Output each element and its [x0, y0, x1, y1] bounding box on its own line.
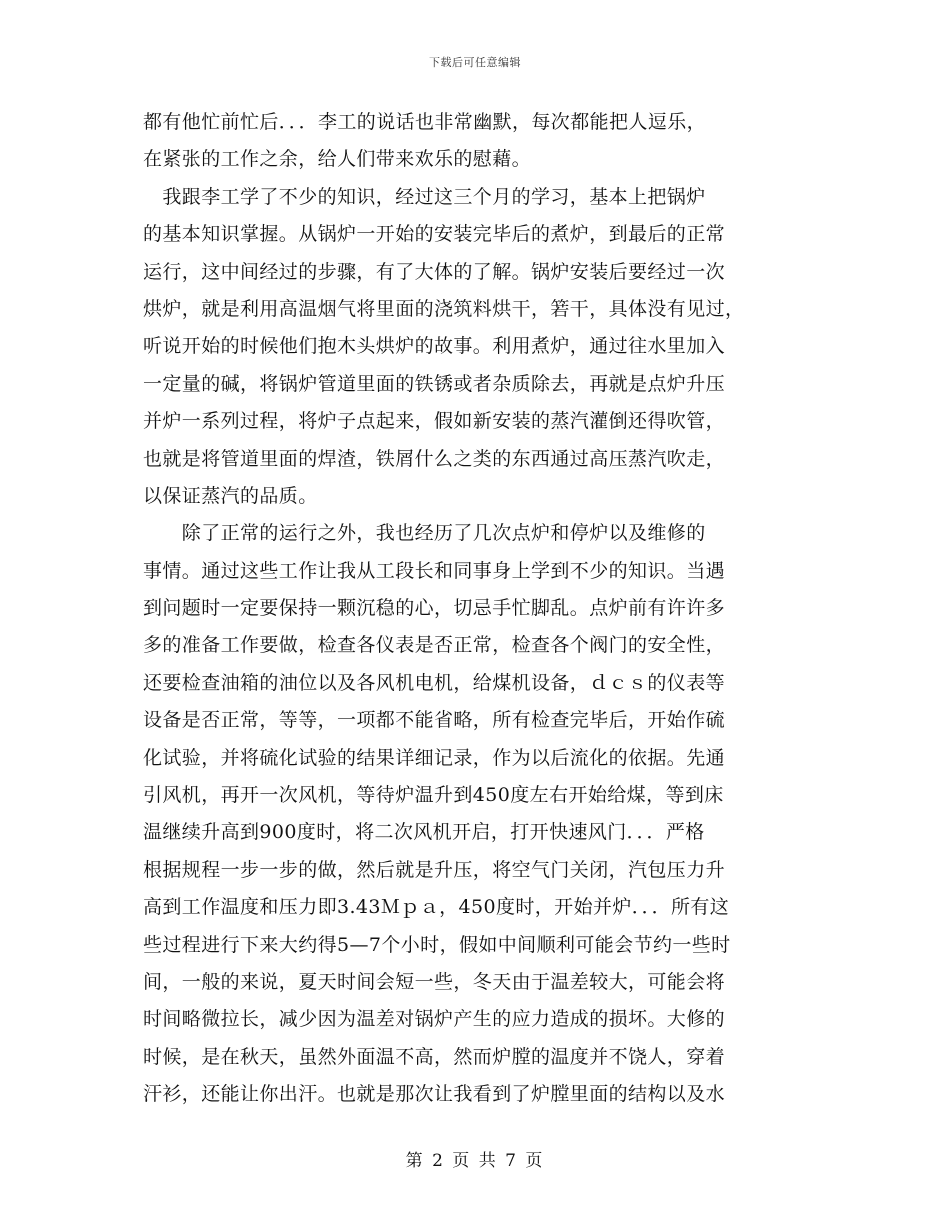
text-line: 在紧张的工作之余，给人们带来欢乐的慰藉。 — [143, 148, 532, 171]
text-line: 多的准备工作要做，检查各仪表是否正常，检查各个阀门的安全性， — [143, 634, 726, 657]
text-line: 也就是将管道里面的焊渣，铁屑什么之类的东西通过高压蒸汽吹走， — [143, 447, 726, 470]
document-body — [143, 104, 807, 1114]
text-line: 温继续升高到900度时，将二次风机开启，打开快速风门．．．严格 — [143, 821, 705, 844]
text-line: 到问题时一定要保持一颗沉稳的心，切忌手忙脚乱。点炉前有许许多 — [143, 597, 726, 620]
text-line: 高到工作温度和压力即3.43Ｍｐａ，450度时，开始并炉．．．所有这 — [143, 896, 730, 919]
text-line: 间，一般的来说，夏天时间会短一些，冬天由于温差较大，可能会将 — [143, 970, 726, 993]
text-line: 我跟李工学了不少的知识，经过这三个月的学习，基本上把锅炉 — [143, 185, 706, 208]
text-line: 都有他忙前忙后．．．李工的说话也非常幽默，每次都能把人逗乐， — [143, 111, 707, 133]
text-line: 化试验，并将硫化试验的结果详细记录，作为以后流化的依据。先通 — [143, 746, 726, 769]
text-line: 根据规程一步一步的做，然后就是升压，将空气门关闭，汽包压力升 — [143, 858, 726, 881]
text-line: 听说开始的时候他们抱木头烘炉的故事。利用煮炉，通过往水里加入 — [143, 335, 726, 358]
text-line: 运行，这中间经过的步骤，有了大体的了解。锅炉安装后要经过一次 — [143, 260, 726, 283]
text-line: 引风机，再开一次风机，等待炉温升到450度左右开始给煤，等到床 — [143, 784, 724, 807]
text-line: 一定量的碱，将锅炉管道里面的铁锈或者杂质除去，再就是点炉升压 — [143, 372, 726, 395]
text-line: 并炉一系列过程，将炉子点起来，假如新安装的蒸汽灌倒还得吹管， — [143, 410, 726, 433]
text-line: 时间略微拉长，减少因为温差对锅炉产生的应力造成的损坏。大修的 — [143, 1008, 726, 1031]
text-line: 烘炉，就是利用高温烟气将里面的浇筑料烘干，箬干，具体没有见过， — [143, 297, 745, 320]
text-line: 的基本知识掌握。从锅炉一开始的安装完毕后的煮炉，到最后的正常 — [143, 223, 726, 246]
text-line: 以保证蒸汽的品质。 — [143, 484, 318, 507]
text-line: 还要检查油箱的油位以及各风机电机，给煤机设备，ｄｃｓ的仪表等 — [143, 671, 726, 694]
text-line: 设备是否正常，等等，一项都不能省略，所有检查完毕后，开始作硫 — [143, 709, 726, 732]
text-line: 些过程进行下来大约得5—7个小时，假如中间顺利可能会节约一些时 — [143, 933, 731, 956]
text-line: 时候，是在秋天，虽然外面温不高，然而炉膛的温度并不饶人，穿着 — [143, 1045, 726, 1068]
text-line: 事情。通过这些工作让我从工段长和同事身上学到不少的知识。当遇 — [143, 559, 726, 582]
page-number-footer: 第 2 页 共 7 页 — [405, 1151, 545, 1171]
page-header-note: 下载后可任意编辑 — [429, 56, 521, 69]
text-line: 除了正常的运行之外，我也经历了几次点炉和停炉以及维修的 — [143, 522, 706, 545]
text-line: 汗衫，还能让你出汗。也就是那次让我看到了炉膛里面的结构以及水 — [143, 1083, 726, 1106]
